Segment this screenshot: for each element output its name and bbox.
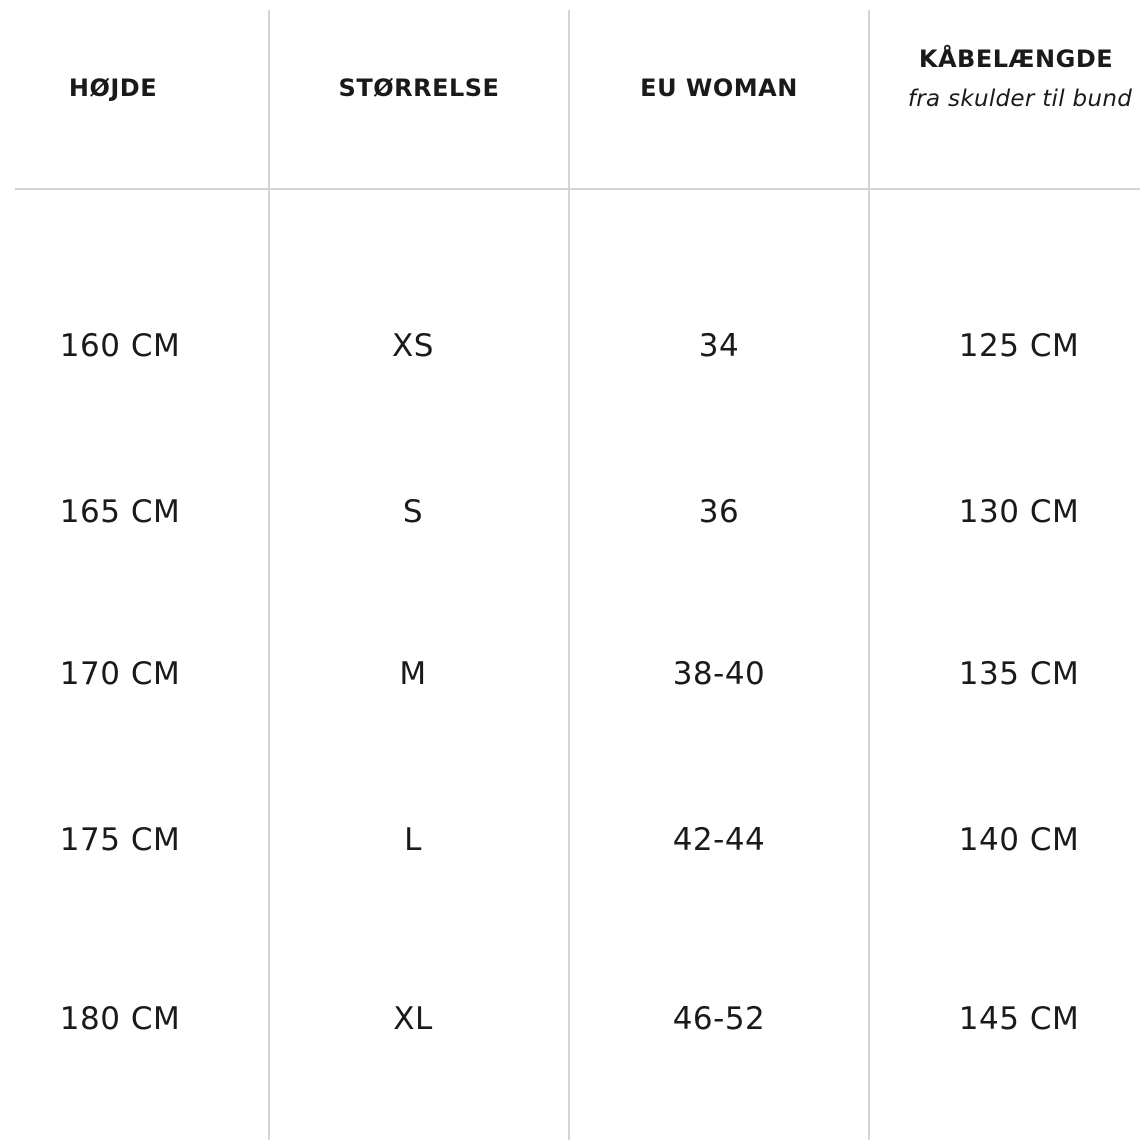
table-cell-coat-length: 140 CM <box>958 822 1080 858</box>
table-cell-coat-length: 125 CM <box>958 328 1080 364</box>
table-cell-coat-length: 145 CM <box>958 1001 1080 1037</box>
header-hojde: HØJDE <box>68 74 158 102</box>
header-divider <box>15 188 1140 190</box>
table-cell-eu-woman: 34 <box>698 328 740 364</box>
column-divider <box>868 10 870 1140</box>
table-cell-eu-woman: 36 <box>698 494 740 530</box>
table-cell-size: L <box>404 822 422 858</box>
table-cell-coat-length: 135 CM <box>958 656 1080 692</box>
table-cell-size: XL <box>393 1001 433 1037</box>
table-cell-coat-length: 130 CM <box>958 494 1080 530</box>
table-cell-eu-woman: 42-44 <box>672 822 766 858</box>
table-cell-eu-woman: 46-52 <box>672 1001 766 1037</box>
table-cell-size: XS <box>392 328 434 364</box>
header-storrelse: STØRRELSE <box>338 74 500 102</box>
table-cell-height: 165 CM <box>59 494 181 530</box>
header-kabelaengde: KÅBELÆNGDE <box>918 45 1114 73</box>
column-divider <box>568 10 570 1140</box>
table-cell-size: M <box>399 656 427 692</box>
table-cell-height: 180 CM <box>59 1001 181 1037</box>
table-cell-height: 160 CM <box>59 328 181 364</box>
column-divider <box>268 10 270 1140</box>
header-eu-woman: EU WOMAN <box>640 74 798 102</box>
table-cell-height: 170 CM <box>59 656 181 692</box>
table-cell-size: S <box>402 494 424 530</box>
table-cell-height: 175 CM <box>59 822 181 858</box>
header-kabelaengde-sub: fra skulder til bund <box>907 86 1133 112</box>
table-cell-eu-woman: 38-40 <box>672 656 766 692</box>
